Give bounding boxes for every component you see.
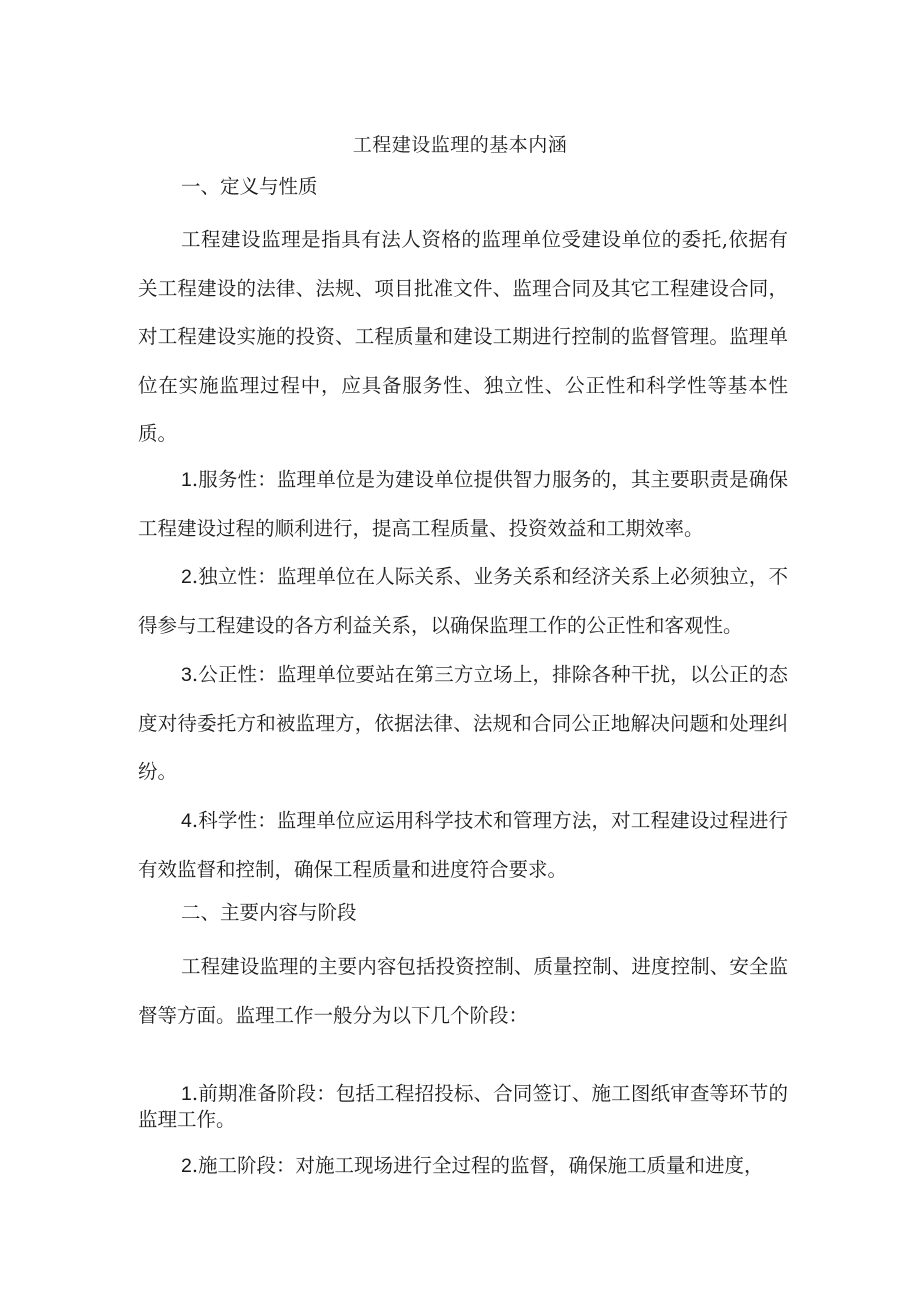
list-item-service [138, 456, 788, 553]
list-item-fairness [138, 651, 788, 797]
list-item-text: .施工阶段：对施工现场进行全过程的监督，确保施工质量和进度， [191, 1154, 764, 1177]
list-item-number: 1 [181, 469, 192, 491]
list-item-preparation-stage [138, 1081, 788, 1133]
list-item-number: 1 [181, 1083, 192, 1105]
list-item-text: .前期准备阶段：包括工程招投标、合同签订、施工图纸审查等环节的监理工作。 [138, 1082, 788, 1131]
section-heading-2: 二、主要内容与阶段 [181, 901, 357, 924]
list-item-number: 3 [181, 664, 192, 686]
list-item-independence [138, 553, 788, 650]
section-2-intro-paragraph: 工程建设监理的主要内容包括投资控制、质量控制、进度控制、安全监督等方面。监理工作一般分为以下几个阶段： [138, 955, 788, 1027]
list-item-text: .公正性：监理单位要站在第三方立场上，排除各种干扰，以公正的态度对待委托方和被监理方，依据法律、法规和合同公正地解决问题和处理纠纷。 [138, 663, 788, 783]
list-item-number: 2 [181, 1155, 192, 1177]
list-item-text: .独立性：监理单位在人际关系、业务关系和经济关系上必须独立，不得参与工程建设的各方利益关系，以确保监理工作的公正性和客观性。 [138, 565, 788, 637]
list-item-number: 2 [181, 566, 192, 588]
section-1-intro-paragraph: 工程建设监理是指具有法人资格的监理单位受建设单位的委托,依据有关工程建设的法律、法规、项目批准文件、监理合同及其它工程建设合同，对工程建设实施的投资、工程质量和建设工期进行控制的监督管理。监理单位在实施监理过程中，应具备服务性、独立性、公正性和科学性等基本性质。 [138, 228, 788, 445]
list-item-scientific [138, 797, 788, 894]
list-item-number: 4 [181, 810, 192, 832]
document-title: 工程建设监理的基本内涵 [352, 134, 568, 156]
section-heading-1: 一、定义与性质 [181, 175, 318, 198]
list-item-construction-stage [138, 1153, 788, 1179]
list-item-text: .科学性：监理单位应运用科学技术和管理方法，对工程建设过程进行有效监督和控制，确保工程质量和进度符合要求。 [138, 809, 788, 881]
list-item-text: .服务性：监理单位是为建设单位提供智力服务的，其主要职责是确保工程建设过程的顺利进行，提高工程质量、投资效益和工期效率。 [138, 468, 788, 540]
